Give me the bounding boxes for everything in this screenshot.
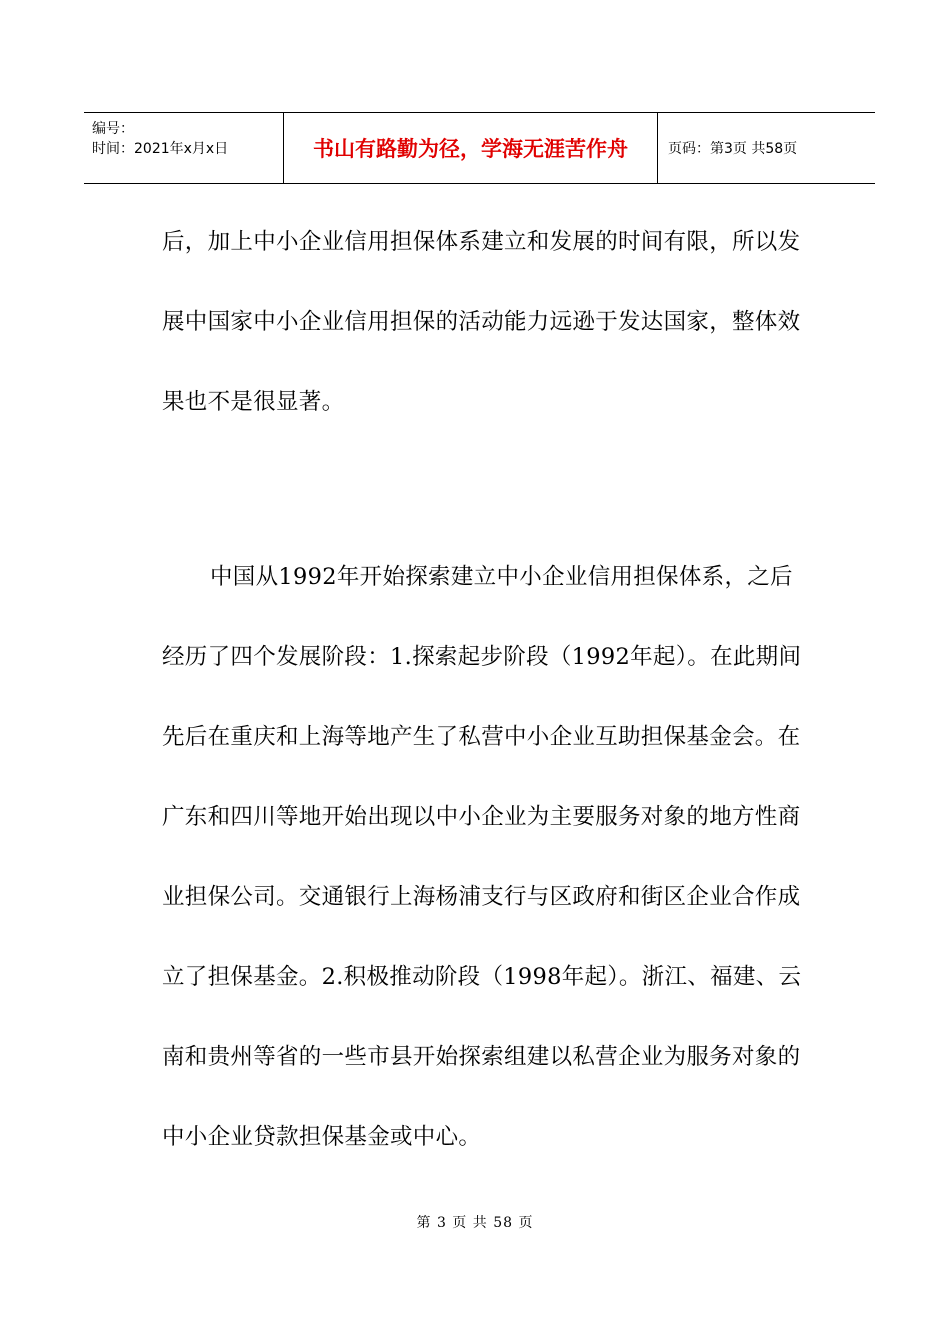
header-page-info: 页码：第3页 共58页 (668, 141, 798, 157)
page-footer: 第 3 页 共 58 页 (416, 1215, 534, 1231)
paragraph-2: 中国从1992年开始探索建立中小企业信用担保体系，之后经历了四个发展阶段：1.探索起步阶段（1992年起）。在此期间先后在重庆和上海等地产生了私营中小企业互助担保基金会。在广东和四川等地开始出现以中小企业为主要服务对象的地方性商业担保公司。交通银行上海杨浦支行与区政府和街区企业合作成立了担保基金。2.积极推动阶段（1998年起）。浙江、福建、云南和贵州等省的一些市县开始探索组建以私营企业为服务对象的中小企业贷款担保基金或中心。 (162, 564, 802, 1150)
header-meta (84, 113, 284, 183)
header-motto: 书山有路勤为径，学海无涯苦作舟 (284, 113, 658, 183)
time-label: 时间：2021年x月x日 (92, 141, 229, 157)
document-header (84, 112, 875, 184)
paragraph-1: 后，加上中小企业信用担保体系建立和发展的时间有限，所以发展中国家中小企业信用担保的活动能力远逊于发达国家，整体效果也不是很显著。 (162, 229, 801, 415)
number-label: 编号： (92, 121, 134, 137)
